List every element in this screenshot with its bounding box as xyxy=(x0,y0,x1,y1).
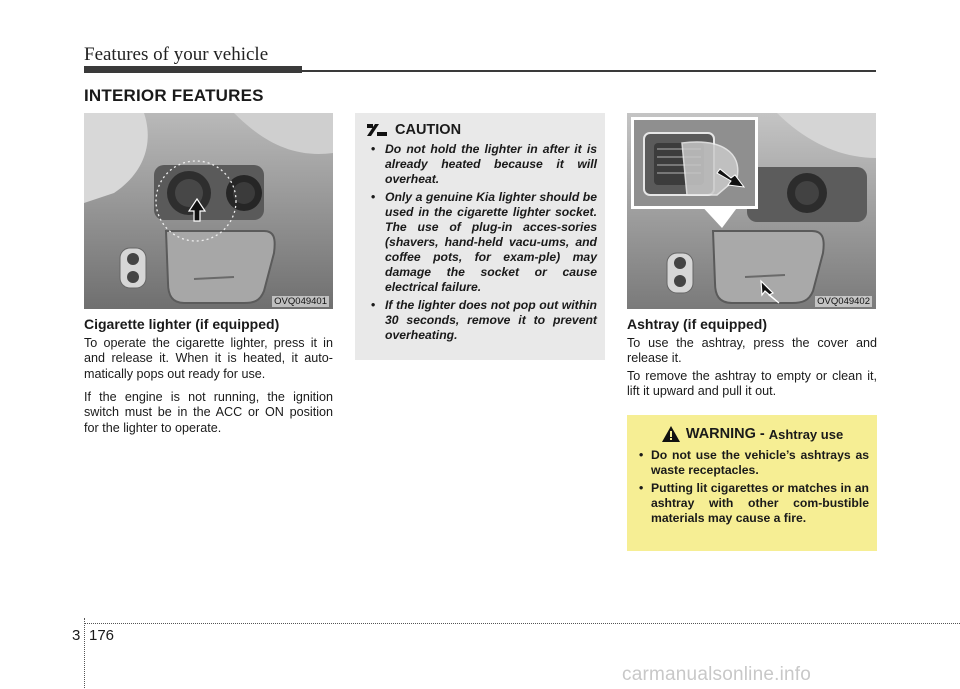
caution-item: • Only a genuine Kia lighter should be used in the cigarette lighter socket. The use of plug-in acces-sories (shavers, hand-held vacu-ums, and coffee pots, for exam-ple) may damage the socket or cause electrical failure. xyxy=(365,190,597,295)
caution-list xyxy=(365,142,597,343)
image-code-label: OVQ049402 xyxy=(817,296,870,307)
section-title: INTERIOR FEATURES xyxy=(84,86,264,105)
ashtray-paragraph-2: To remove the ashtray to empty or clean it, lift it upward and pull it out. xyxy=(627,369,877,399)
warning-title: WARNING - xyxy=(685,426,765,442)
ashtray-paragraph-1: To use the ashtray, press the cover and release it. xyxy=(627,336,877,366)
header-rule-thick xyxy=(84,66,302,73)
caution-heading xyxy=(367,122,597,138)
page-header-title: Features of your vehicle xyxy=(84,44,269,65)
page-number: 176 xyxy=(89,627,115,644)
caution-box xyxy=(355,113,605,360)
chapter-number: 3 xyxy=(72,627,81,644)
warning-subtitle: Ashtray use xyxy=(768,426,844,442)
caution-item: • If the lighter does not pop out within 30 seconds, remove it to prevent overheating. xyxy=(365,298,597,343)
caution-icon xyxy=(367,124,387,136)
footer-rule xyxy=(84,623,960,624)
cigarette-lighter-paragraph-2: If the engine is not running, the ignition switch must be in the ACC or ON position for the lighter to operate. xyxy=(84,390,333,435)
header-rule-thin xyxy=(302,70,876,72)
warning-item: • Putting lit cigarettes or matches in an ashtray with other com-bustible materials may cause a fire. xyxy=(636,481,869,526)
warning-list xyxy=(636,448,869,526)
cigarette-lighter-photo xyxy=(84,113,333,309)
caution-title: CAUTION xyxy=(395,122,462,138)
warning-triangle-icon xyxy=(662,426,680,442)
warning-item: • Do not use the vehicle’s ashtrays as waste receptacles. xyxy=(636,448,869,478)
cigarette-lighter-heading: Cigarette lighter (if equipped) xyxy=(84,316,280,332)
ashtray-heading: Ashtray (if equipped) xyxy=(627,316,768,332)
image-code-label: OVQ049401 xyxy=(274,296,327,307)
warning-box xyxy=(627,415,877,551)
warning-heading xyxy=(636,426,869,442)
ashtray-photo xyxy=(627,113,876,309)
caution-item: • Do not hold the lighter in after it is already heated because it will overheat. xyxy=(365,142,597,187)
cigarette-lighter-paragraph-1: To operate the cigarette lighter, press it in and release it. When it is heated, it auto-matically pops out ready for use. xyxy=(84,336,333,381)
footer-divider xyxy=(84,618,85,688)
watermark: carmanualsonline.info xyxy=(622,664,812,685)
